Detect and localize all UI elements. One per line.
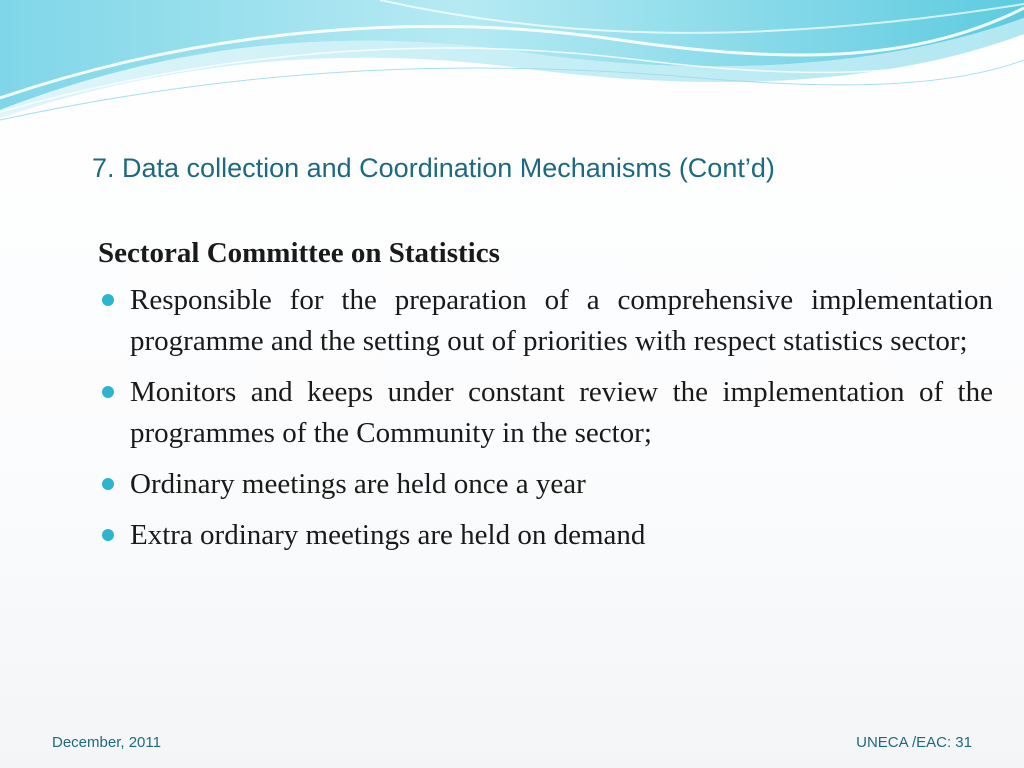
bullet-item: [98, 515, 993, 556]
footer-date: December, 2011: [52, 734, 161, 751]
bullet-list: [98, 280, 993, 556]
bullet-text: Monitors and keeps under constant review the implementation of the programmes of the Community in the sector;: [130, 376, 993, 449]
decorative-wave-header: [0, 0, 1024, 130]
bullet-item: [98, 280, 993, 362]
bullet-text: Extra ordinary meetings are held on demand: [130, 519, 646, 551]
bullet-text: Ordinary meetings are held once a year: [130, 468, 586, 500]
bullet-dot-icon: [102, 529, 114, 541]
bullet-dot-icon: [102, 294, 114, 306]
bullet-text: Responsible for the preparation of a comprehensive implementation programme and the setting out of priorities with respect statistics sector;: [130, 284, 993, 357]
slide-title: 7. Data collection and Coordination Mechanisms (Cont’d): [92, 153, 775, 183]
section-heading: Sectoral Committee on Statistics: [98, 237, 500, 269]
bullet-item: [98, 372, 993, 454]
bullet-dot-icon: [102, 478, 114, 490]
slide-content: [98, 232, 993, 566]
bullet-item: [98, 464, 993, 505]
footer-page-label: UNECA /EAC: 31: [856, 734, 972, 751]
bullet-dot-icon: [102, 386, 114, 398]
